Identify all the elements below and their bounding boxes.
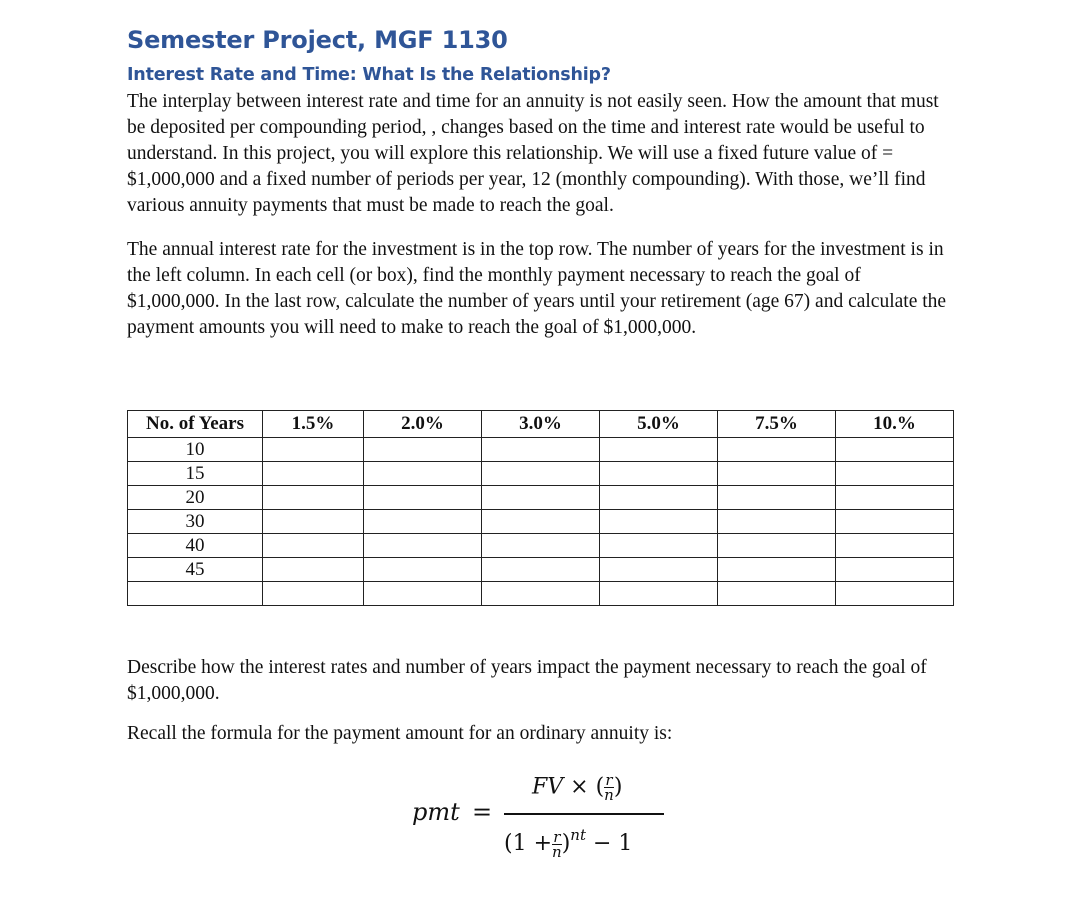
payment-cell[interactable] (263, 510, 364, 534)
years-cell: 30 (128, 510, 263, 534)
formula-n: n (604, 786, 614, 804)
formula-exponent: nt (570, 826, 586, 844)
payment-cell[interactable] (836, 534, 954, 558)
payment-cell[interactable] (600, 486, 718, 510)
table-header-row (128, 411, 954, 438)
page-subtitle: Interest Rate and Time: What Is the Relationship? (127, 65, 611, 85)
payment-cell[interactable] (836, 438, 954, 462)
payment-cell[interactable] (482, 438, 600, 462)
payment-cell[interactable] (718, 510, 836, 534)
table-row (128, 558, 954, 582)
payment-cell[interactable] (364, 510, 482, 534)
payment-cell[interactable] (718, 438, 836, 462)
payment-cell[interactable] (364, 486, 482, 510)
payment-cell[interactable] (600, 438, 718, 462)
payment-cell[interactable] (263, 486, 364, 510)
years-cell: 10 (128, 438, 263, 462)
table-row (128, 462, 954, 486)
header-years: No. of Years (128, 411, 263, 438)
formula-one: 1 (512, 831, 527, 856)
header-rate-5-0: 5.0% (600, 411, 718, 438)
document-tail (127, 655, 953, 747)
payment-cell[interactable] (263, 438, 364, 462)
payment-cell[interactable] (482, 558, 600, 582)
header-rate-2-0: 2.0% (364, 411, 482, 438)
payment-cell[interactable] (600, 462, 718, 486)
years-cell: 20 (128, 486, 263, 510)
formula-n-den: n (552, 842, 562, 861)
payment-cell[interactable] (836, 558, 954, 582)
intro-paragraph: The interplay between interest rate and time for an annuity is not easily seen. How the amount that must be deposited per compounding period, , changes based on the time and interest rate would be useful to understand. In this project, you will explore this relationship. We will use a fixed future value of = $1,000,000 and a fixed number of periods per year, 12 (monthly compounding). With those, we’ll find various annuity payments that must be made to reach the goal. (127, 91, 939, 216)
payment-cell[interactable] (263, 582, 364, 606)
payment-formula (412, 768, 672, 868)
payment-cell[interactable] (263, 534, 364, 558)
payment-cell[interactable] (263, 558, 364, 582)
payment-cell[interactable] (263, 462, 364, 486)
payment-cell[interactable] (482, 486, 600, 510)
years-cell: 40 (128, 534, 263, 558)
payment-cell[interactable] (482, 534, 600, 558)
header-rate-1-5: 1.5% (263, 411, 364, 438)
payment-cell[interactable] (718, 582, 836, 606)
table-row-retirement (128, 582, 954, 606)
header-rate-10: 10.% (836, 411, 954, 438)
table-row (128, 510, 954, 534)
payment-cell[interactable] (482, 582, 600, 606)
payment-cell[interactable] (836, 462, 954, 486)
formula-r-den: r (553, 827, 561, 846)
formula-denominator: ($1 +\frac{r}{n}$ )$^{nt}$ − 1 (504, 826, 633, 861)
years-cell: 15 (128, 462, 263, 486)
years-cell: 45 (128, 558, 263, 582)
formula-minus-one: − 1 (593, 831, 633, 856)
recall-paragraph: Recall the formula for the payment amount for an ordinary annuity is: (127, 723, 673, 744)
formula-rate-fraction-den (552, 827, 562, 861)
payment-cell[interactable] (836, 510, 954, 534)
payment-table (127, 410, 954, 606)
page-title: Semester Project, MGF 1130 (127, 26, 508, 54)
formula-numerator: FV × ($\frac{r}{n}$ ) (532, 771, 623, 804)
formula-plus: + (533, 831, 553, 856)
retirement-years-cell[interactable] (128, 582, 263, 606)
payment-cell[interactable] (364, 582, 482, 606)
payment-cell[interactable] (364, 534, 482, 558)
payment-cell[interactable] (718, 486, 836, 510)
payment-cell[interactable] (364, 558, 482, 582)
formula-lhs: pmt (412, 798, 460, 826)
payment-cell[interactable] (600, 510, 718, 534)
formula-fv: FV (532, 774, 564, 800)
payment-cell[interactable] (718, 534, 836, 558)
document-body (127, 22, 953, 341)
formula-times: × (570, 774, 589, 800)
formula-fraction-bar (504, 813, 664, 815)
payment-cell[interactable] (482, 510, 600, 534)
payment-cell[interactable] (836, 486, 954, 510)
table-row (128, 486, 954, 510)
payment-cell[interactable] (482, 462, 600, 486)
payment-cell[interactable] (600, 582, 718, 606)
payment-cell[interactable] (600, 558, 718, 582)
payment-cell[interactable] (718, 558, 836, 582)
table-row (128, 534, 954, 558)
payment-cell[interactable] (600, 534, 718, 558)
payment-cell[interactable] (836, 582, 954, 606)
header-rate-3-0: 3.0% (482, 411, 600, 438)
formula-equals: = (472, 798, 493, 826)
header-rate-7-5: 7.5% (718, 411, 836, 438)
payment-cell[interactable] (364, 462, 482, 486)
describe-paragraph: Describe how the interest rates and number of years impact the payment necessary to reach the goal of $1,000,000. (127, 657, 927, 704)
instructions-paragraph: The annual interest rate for the investment is in the top row. The number of years for the investment is in the left column. In each cell (or box), find the monthly payment necessary to reach the goal of $1,000,000. In the last row, calculate the number of years until your retirement (age 67) and calculate the payment amounts you will need to make to reach the goal of $1,000,000. (127, 239, 947, 338)
table-row (128, 438, 954, 462)
payment-cell[interactable] (718, 462, 836, 486)
formula-rate-fraction (604, 773, 614, 802)
formula-r: r (605, 771, 613, 789)
payment-cell[interactable] (364, 438, 482, 462)
